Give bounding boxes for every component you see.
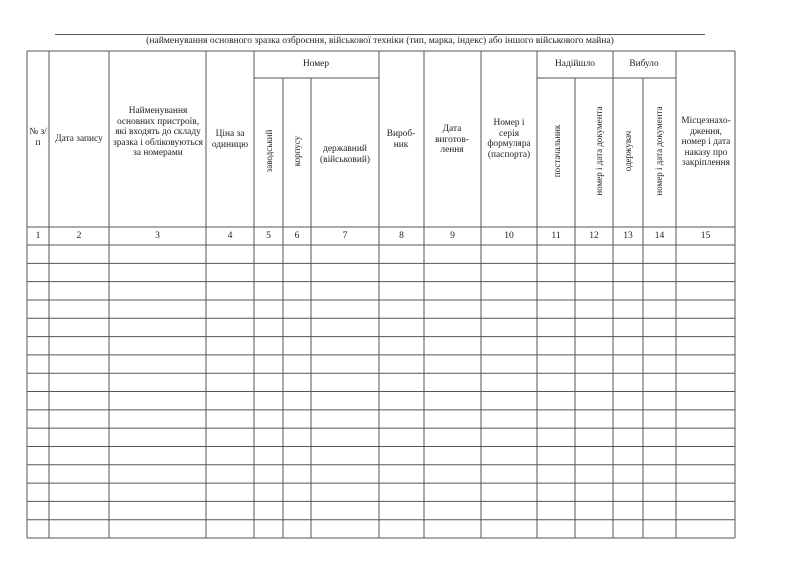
table-row[interactable] xyxy=(27,392,735,410)
header-date: Дата запису xyxy=(55,134,103,144)
header-number-group: Номер xyxy=(302,59,330,69)
header-doc-out: номер і дата документа xyxy=(654,106,664,196)
column-number-4: 4 xyxy=(227,230,233,241)
column-number-1: 1 xyxy=(35,230,41,241)
header-made-date: Дата виготов-лення xyxy=(435,124,469,156)
header-formular: Номер і серія формуляра (паспорта) xyxy=(487,118,531,160)
table-row[interactable] xyxy=(27,355,735,373)
table-row[interactable] xyxy=(27,300,735,318)
table-row[interactable] xyxy=(27,318,735,336)
form-caption: (найменування основного зразка озброєння, військової техніки (тип, марка, індекс) або іншого військового майна) xyxy=(146,35,614,46)
column-number-14: 14 xyxy=(654,230,665,241)
header-disposed-group: Вибуло xyxy=(629,59,659,69)
column-number-13: 13 xyxy=(623,230,633,241)
header-maker: Вироб-ник xyxy=(386,129,416,150)
column-number-6: 6 xyxy=(294,230,300,241)
table-row[interactable] xyxy=(27,428,735,446)
table-row[interactable] xyxy=(27,501,735,519)
column-number-10: 10 xyxy=(504,230,514,241)
table-row[interactable] xyxy=(27,465,735,483)
header-factory: заводський xyxy=(264,129,274,173)
header-location: Місцезнахо-дження, номер і дата наказу про закріплення xyxy=(681,116,731,169)
table-row[interactable] xyxy=(27,337,735,355)
header-doc-in: номер і дата документа xyxy=(594,106,604,196)
header-received-group: Надійшло xyxy=(555,59,595,69)
table-row[interactable] xyxy=(27,245,735,263)
header-supplier: постачальник xyxy=(552,124,562,178)
table-row[interactable] xyxy=(27,410,735,428)
column-number-9: 9 xyxy=(450,230,455,241)
column-number-8: 8 xyxy=(399,230,404,241)
table-row[interactable] xyxy=(27,483,735,501)
column-number-2: 2 xyxy=(76,230,82,241)
header-state: державний (військовий) xyxy=(320,144,370,165)
column-number-7: 7 xyxy=(342,230,348,241)
table-row[interactable] xyxy=(27,373,735,391)
header-num: № з/п xyxy=(29,127,47,148)
header-body: корпусу xyxy=(292,135,302,167)
column-number-5: 5 xyxy=(266,230,271,241)
table-row[interactable] xyxy=(27,520,735,538)
table-row[interactable] xyxy=(27,282,735,300)
column-number-3: 3 xyxy=(155,230,160,241)
header-name: Найменування основних пристроїв, які входять до складу зразка і обліковуються за номерами xyxy=(113,106,203,159)
column-number-15: 15 xyxy=(700,230,711,241)
table-row[interactable] xyxy=(27,446,735,464)
table-row[interactable] xyxy=(27,263,735,281)
header-recipient: одержувач xyxy=(623,130,633,172)
header-price: Ціна за одиницю xyxy=(211,129,249,150)
column-number-12: 12 xyxy=(589,230,599,241)
column-number-11: 11 xyxy=(551,230,561,241)
